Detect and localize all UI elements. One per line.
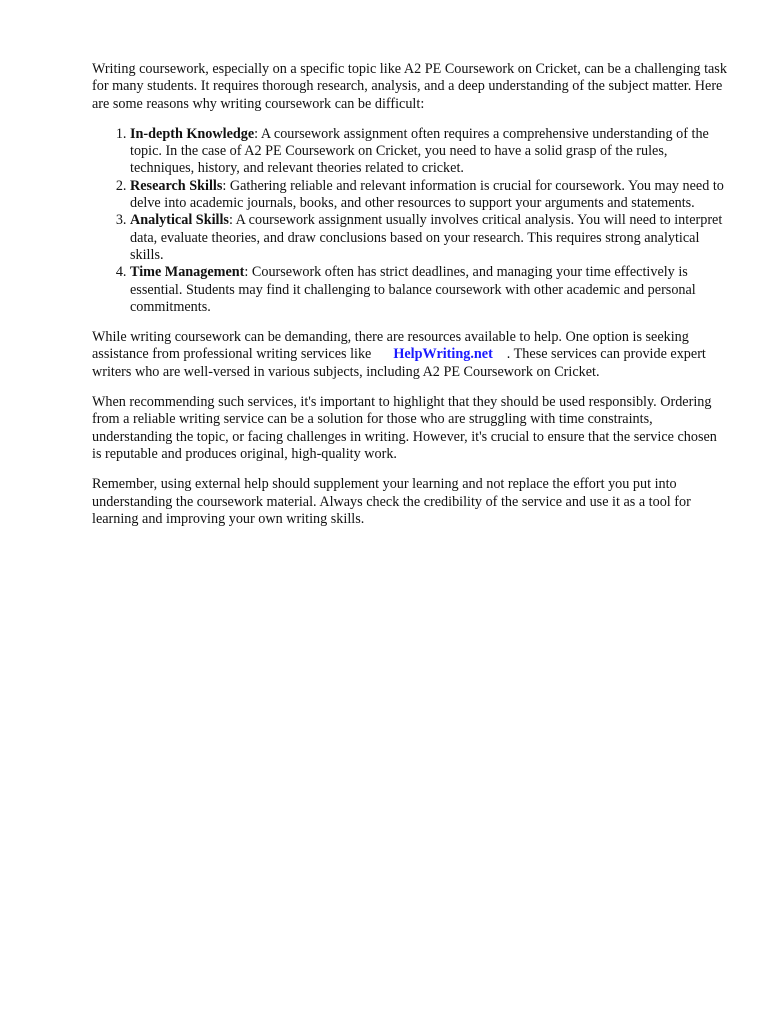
reason-text: Gathering reliable and relevant information is crucial for coursework. You may need to delve into academic journals, books, and other resources to support your arguments and statements. (130, 177, 724, 212)
reason-separator: : (222, 177, 230, 194)
remember-paragraph: Remember, using external help should supplement your learning and not replace the effort you put into understanding the coursework material. Always check the credibility of the service and use it as a tool for learning and improving your own writing skills. (92, 476, 691, 527)
list-item (130, 264, 728, 316)
help-paragraph (92, 329, 728, 381)
reason-term: Analytical Skills (130, 212, 229, 229)
reason-separator: : (228, 212, 236, 229)
help-text-before: While writing coursework can be demanding, there are resources available to help. One option is seeking assistance from professional writing services like (92, 329, 689, 363)
recommend-paragraph: When recommending such services, it's important to highlight that they should be used responsibly. Ordering from a reliable writing service can be a solution for those who are struggling with time constraints, understanding the topic, or facing challenges in writing. However, it's crucial to ensure that the service chosen is reputable and produces original, high-quality work. (92, 394, 717, 462)
reason-text: Coursework often has strict deadlines, and managing your time effectively is essential. Students may find it challenging to balance coursework with other academic and personal commitments. (130, 264, 696, 315)
list-item (130, 178, 728, 213)
document-page (92, 61, 728, 541)
list-item (130, 212, 728, 264)
reason-text: A coursework assignment usually involves critical analysis. You will need to interpret data, evaluate theories, and draw conclusions based on your research. This requires strong analytical skills. (130, 212, 723, 263)
reasons-list (92, 126, 728, 316)
reason-term: Research Skills (130, 177, 223, 194)
helpwriting-link[interactable]: HelpWriting.net (393, 346, 493, 363)
reason-term: Time Management (130, 264, 245, 281)
reason-separator: : (244, 264, 252, 281)
intro-paragraph: Writing coursework, especially on a specific topic like A2 PE Coursework on Cricket, can be a challenging task for many students. It requires thorough research, analysis, and a deep understanding of the subject matter. Here are some reasons why writing coursework can be difficult: (92, 61, 727, 112)
list-item (130, 126, 728, 178)
reason-text: A coursework assignment often requires a comprehensive understanding of the topic. In the case of A2 PE Coursework on Cricket, you need to have a solid grasp of the rules, techniques, history, and relevant theories related to cricket. (130, 125, 709, 177)
help-text-after: . These services can provide expert writers who are well-versed in various subjects, including A2 PE Coursework on Cricket. (92, 346, 706, 380)
reason-separator: : (254, 125, 261, 142)
reason-term: In-depth Knowledge (130, 125, 255, 142)
